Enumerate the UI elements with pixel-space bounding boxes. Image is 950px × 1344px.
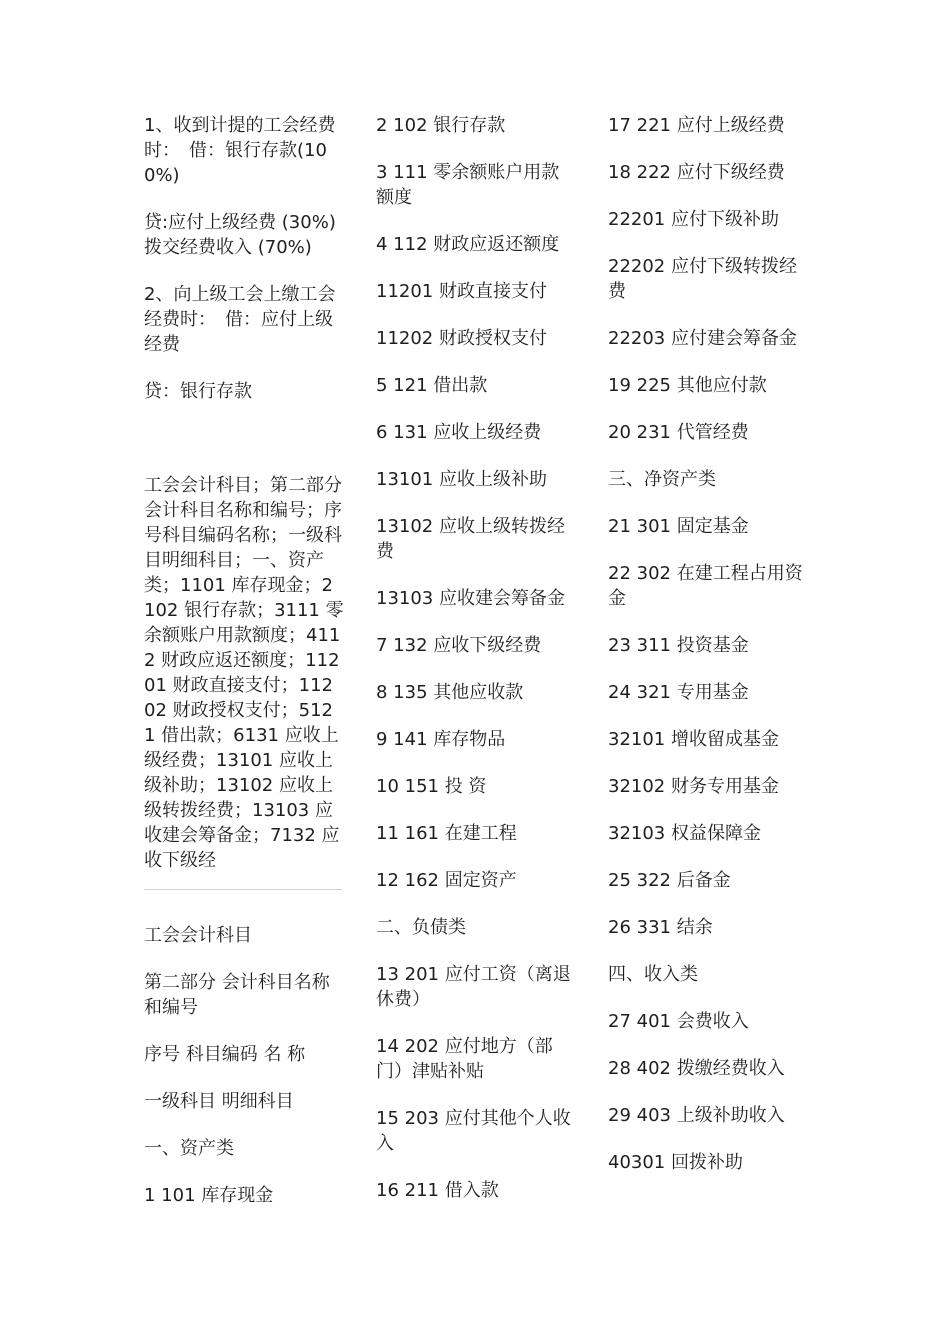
account-item: 14 202 应付地方（部门）津贴补贴 — [376, 1036, 553, 1082]
account-item: 11202 财政授权支付 — [376, 328, 547, 349]
account-item: 22201 应付下级补助 — [608, 209, 779, 230]
account-item: 40301 回拨补助 — [608, 1152, 743, 1173]
category-income: 四、收入类 — [608, 964, 698, 985]
account-item: 9 141 库存物品 — [376, 729, 506, 750]
account-item: 22203 应付建会筹备金 — [608, 328, 797, 349]
account-item: 4 112 财政应返还额度 — [376, 234, 560, 255]
account-item: 7 132 应收下级经费 — [376, 635, 542, 656]
summary-note: 工会会计科目；第二部分会计科目名称和编号；序号科目编码名称；一级科目明细科目；一、资产类；1101 库存现金；2102 银行存款；3111 零余额账户用款额度；4112 财政应返还额度；11201 财政直接支付；11202 财政授权支付；5121 借出款；6131 应收上级经费；13101 应收上级补助；13102 应收上级转拨经费；13103 应收建会筹备金；7132 应收下级经 — [144, 475, 344, 871]
left-column — [144, 113, 344, 1230]
account-item: 1 101 库存现金 — [144, 1185, 274, 1206]
category-liabilities: 二、负债类 — [376, 917, 466, 938]
journal-entry-2-credit: 贷：银行存款 — [144, 381, 252, 402]
divider — [144, 889, 342, 890]
part-title: 第二部分 会计科目名称和编号 — [144, 972, 330, 1018]
journal-entry-1-debit: 1、收到计提的工会经费时： 借：银行存款(100%) — [144, 115, 336, 186]
account-item: 8 135 其他应收款 — [376, 682, 524, 703]
account-item: 18 222 应付下级经费 — [608, 162, 785, 183]
account-item: 28 402 拨缴经费收入 — [608, 1058, 785, 1079]
account-item: 13103 应收建会筹备金 — [376, 588, 565, 609]
account-item: 32101 增收留成基金 — [608, 729, 779, 750]
level-headers: 一级科目 明细科目 — [144, 1091, 294, 1112]
account-item: 15 203 应付其他个人收入 — [376, 1108, 571, 1154]
account-item: 26 331 结余 — [608, 917, 713, 938]
spacer — [144, 426, 344, 473]
account-item: 12 162 固定资产 — [376, 870, 517, 891]
account-item: 13102 应收上级转拨经费 — [376, 516, 565, 562]
account-item: 2 102 银行存款 — [376, 115, 506, 136]
account-item: 24 321 专用基金 — [608, 682, 749, 703]
middle-column — [376, 113, 576, 1225]
account-item: 6 131 应收上级经费 — [376, 422, 542, 443]
account-item: 32102 财务专用基金 — [608, 776, 779, 797]
account-item: 5 121 借出款 — [376, 375, 488, 396]
category-assets: 一、资产类 — [144, 1138, 234, 1159]
account-item: 27 401 会费收入 — [608, 1011, 749, 1032]
column-headers: 序号 科目编码 名 称 — [144, 1044, 306, 1065]
account-item: 23 311 投资基金 — [608, 635, 749, 656]
account-item: 13101 应收上级补助 — [376, 469, 547, 490]
account-item: 10 151 投 资 — [376, 776, 487, 797]
journal-entry-1-credit: 贷:应付上级经费 (30%) 拨交经费收入 (70%) — [144, 212, 336, 258]
account-item: 16 211 借入款 — [376, 1180, 499, 1201]
account-item: 21 301 固定基金 — [608, 516, 749, 537]
account-item: 3 111 零余额账户用款额度 — [376, 162, 560, 208]
right-column — [608, 113, 813, 1197]
account-item: 22 302 在建工程占用资金 — [608, 563, 803, 609]
category-net-assets: 三、净资产类 — [608, 469, 716, 490]
journal-entry-2-debit: 2、向上级工会上缴工会经费时： 借：应付上级经费 — [144, 284, 336, 355]
account-item: 17 221 应付上级经费 — [608, 115, 785, 136]
account-item: 32103 权益保障金 — [608, 823, 761, 844]
account-item: 29 403 上级补助收入 — [608, 1105, 785, 1126]
account-item: 11201 财政直接支付 — [376, 281, 547, 302]
account-item: 25 322 后备金 — [608, 870, 731, 891]
section-heading: 工会会计科目 — [144, 925, 252, 946]
account-item: 19 225 其他应付款 — [608, 375, 767, 396]
account-item: 20 231 代管经费 — [608, 422, 749, 443]
account-item: 11 161 在建工程 — [376, 823, 517, 844]
account-item: 22202 应付下级转拨经费 — [608, 256, 797, 302]
account-item: 13 201 应付工资（离退休费） — [376, 964, 571, 1010]
